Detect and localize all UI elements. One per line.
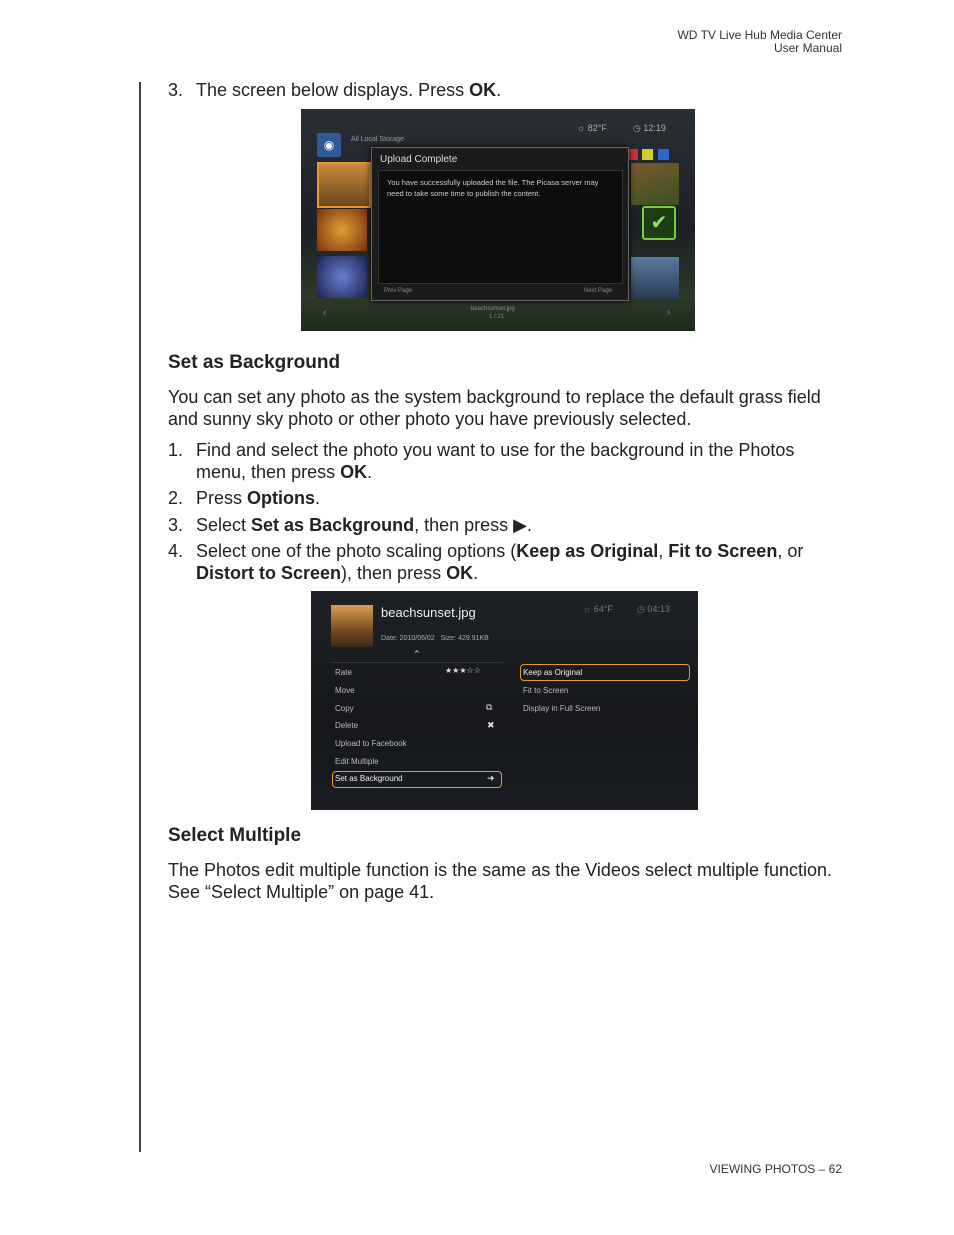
sun-icon: ☼: [577, 123, 588, 133]
yellow-button[interactable]: [642, 149, 653, 160]
step-top: [168, 79, 848, 101]
dialog-title: Upload Complete: [380, 154, 458, 165]
step-bold: OK: [446, 563, 474, 583]
step-bold: Options: [247, 488, 316, 508]
step-bold: Set as Background: [251, 515, 415, 535]
menu-item-set-background[interactable]: Set as Background: [335, 774, 403, 783]
step-bold: Fit to Screen: [668, 541, 778, 561]
step-text: The screen below displays. Press: [196, 80, 470, 100]
step-number: 4.: [168, 541, 184, 561]
step-text: ), then press: [341, 563, 447, 583]
blue-button[interactable]: [658, 149, 669, 160]
thumbnail-sunset[interactable]: [317, 162, 371, 208]
clock-icon: ◷: [633, 123, 644, 133]
checkmark-icon[interactable]: ✔: [642, 206, 676, 240]
step-bold: Keep as Original: [516, 541, 659, 561]
step-text: ,: [658, 541, 669, 561]
clock-readout: [637, 604, 670, 615]
step-text-end: , then press ▶.: [414, 515, 532, 535]
storage-label: All Local Storage: [351, 136, 404, 143]
upload-complete-dialog: [371, 147, 629, 301]
chevron-up-icon[interactable]: ⌃: [413, 649, 421, 659]
copy-icon: ⧉: [486, 702, 493, 712]
option-fit-screen[interactable]: Fit to Screen: [523, 686, 569, 695]
section-paragraph-select-multiple: The Photos edit multiple function is the same as the Videos select multiple function. See “Select Multiple” on page 41.: [168, 860, 833, 902]
menu-item-delete[interactable]: Delete: [335, 721, 359, 730]
step-text: Find and select the photo you want to use for the background in the Photos menu, then press: [196, 440, 795, 482]
header-subtitle: User Manual: [773, 41, 842, 55]
margin-rule: [139, 82, 141, 1152]
clock-icon: ◷: [637, 604, 648, 614]
section-heading-select-multiple: Select Multiple: [168, 825, 302, 846]
file-meta: [381, 635, 489, 642]
step-text-end: .: [367, 462, 373, 482]
section-paragraph-background: You can set any photo as the system background to replace the default grass field and sunny sky photo or other photo you have previously selected.: [168, 387, 821, 429]
step-bold: OK: [340, 462, 368, 482]
chevron-left-icon[interactable]: ‹: [323, 307, 327, 318]
dialog-message: You have successfully uploaded the file. The Picasa server may need to take some time to publish the content.: [387, 178, 599, 198]
thumbnail-city[interactable]: [631, 257, 679, 299]
upload-complete-screenshot: [301, 109, 695, 331]
clock-time: 04:13: [647, 604, 670, 614]
file-counter: 1 / 21: [489, 314, 505, 320]
star-rating[interactable]: ★★★☆☆: [445, 666, 481, 675]
file-name: beachsunset.jpg: [381, 605, 476, 620]
file-name: beachsunset.jpg: [471, 306, 515, 312]
step-1: [168, 439, 848, 483]
thumbnail-blue-flower[interactable]: [317, 256, 367, 298]
header-title: WD TV Live Hub Media Center: [677, 28, 842, 42]
menu-item-move[interactable]: Move: [335, 686, 355, 695]
weather-readout: [583, 604, 613, 614]
thumbnail-flower[interactable]: [317, 209, 367, 251]
next-page-label[interactable]: Next Page: [584, 288, 613, 294]
set-background-screenshot: [311, 591, 698, 810]
color-buttons: [627, 147, 679, 159]
clock-time: 12:19: [643, 123, 666, 133]
weather-readout: [577, 123, 607, 133]
step-number: 3.: [168, 80, 184, 100]
option-full-screen[interactable]: Display in Full Screen: [523, 704, 601, 713]
thumbnail-animal[interactable]: [631, 163, 679, 205]
step-text-end: .: [315, 488, 321, 508]
step-3: [168, 514, 848, 536]
step-number: 2.: [168, 488, 184, 508]
section-heading-background: Set as Background: [168, 352, 341, 373]
sun-icon: ☼: [583, 604, 594, 614]
step-bold: OK: [469, 80, 497, 100]
photo-thumbnail: [331, 605, 373, 647]
dialog-body: [378, 170, 623, 284]
step-4: [168, 540, 848, 584]
step-text-end: .: [496, 80, 502, 100]
step-text: Press: [196, 488, 248, 508]
camera-icon: ◉: [317, 133, 341, 157]
temperature: 64°F: [593, 604, 613, 614]
option-keep-original[interactable]: Keep as Original: [523, 668, 583, 677]
arrow-right-icon: ➜: [487, 773, 495, 783]
menu-item-rate[interactable]: Rate: [335, 668, 352, 677]
menu-item-copy[interactable]: Copy: [335, 704, 354, 713]
file-date: Date: 2010/06/02: [381, 635, 435, 642]
prev-page-label[interactable]: Prev Page: [384, 288, 413, 294]
delete-icon: ✖: [487, 720, 495, 730]
step-text: , or: [777, 541, 804, 561]
menu-item-edit-multiple[interactable]: Edit Multiple: [335, 757, 379, 766]
step-2: [168, 487, 848, 509]
step-bold: Distort to Screen: [196, 563, 342, 583]
chevron-right-icon[interactable]: ›: [667, 307, 671, 318]
page-footer: VIEWING PHOTOS – 62: [709, 1162, 842, 1176]
temperature: 82°F: [587, 123, 607, 133]
menu-item-upload-facebook[interactable]: Upload to Facebook: [335, 739, 407, 748]
page-header: [677, 29, 842, 55]
step-number: 1.: [168, 440, 184, 460]
clock-readout: [633, 123, 666, 134]
file-size: Size: 429.91KB: [440, 635, 489, 642]
step-number: 3.: [168, 515, 184, 535]
step-text: Select one of the photo scaling options (: [196, 541, 517, 561]
menu-divider: [331, 662, 503, 663]
step-text-end: .: [473, 563, 479, 583]
step-text: Select: [196, 515, 252, 535]
